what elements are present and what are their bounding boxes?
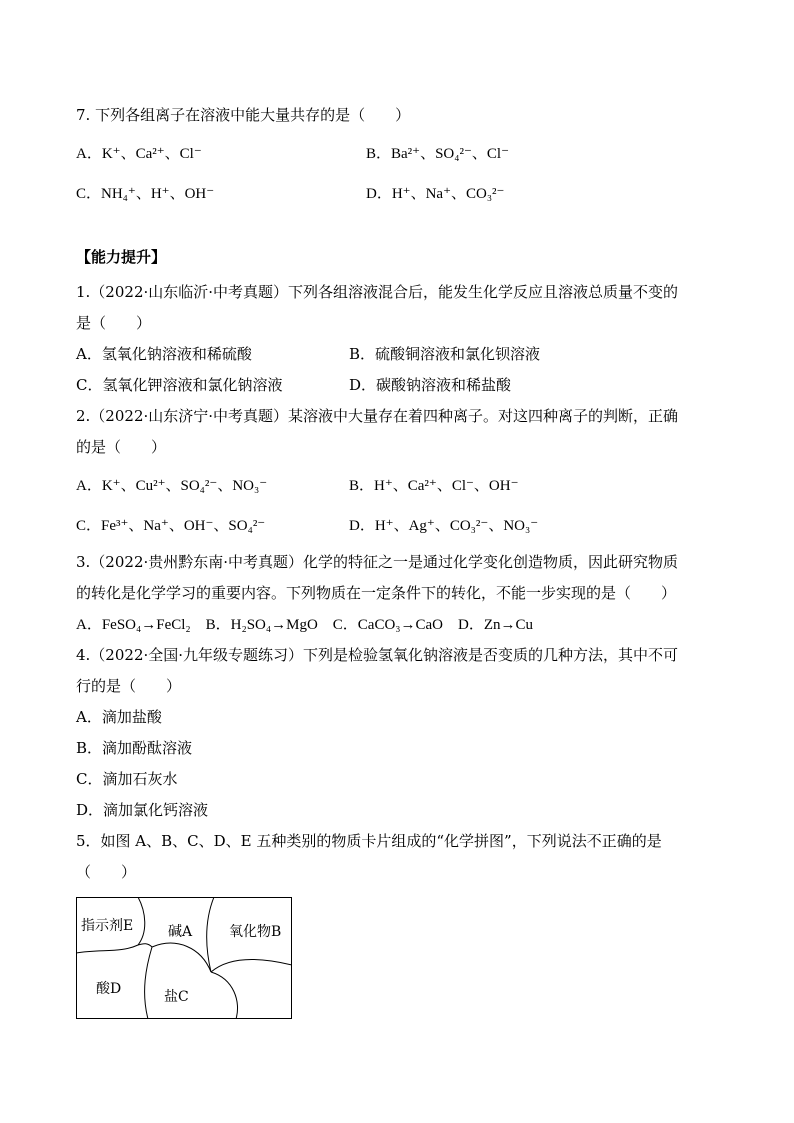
q5-stem-line1: 5．如图 A、B、C、D、E 五种类别的物质卡片组成的“化学拼图”，下列说法不正确的是 bbox=[76, 832, 662, 850]
q2-stem-line2: 的是（ ） bbox=[76, 438, 167, 456]
puzzle-card-c: 盐C bbox=[164, 989, 189, 1005]
chemistry-puzzle-figure bbox=[76, 897, 292, 1019]
q2-option-b: B．H⁺、Ca²⁺、Cl⁻、OH⁻ bbox=[349, 478, 519, 494]
q7-option-a: A．K⁺、Ca²⁺、Cl⁻ bbox=[76, 146, 202, 162]
puzzle-card-d: 酸D bbox=[96, 981, 122, 997]
section-heading: 【能力提升】 bbox=[76, 248, 167, 266]
puzzle-card-e: 指示剂E bbox=[81, 918, 134, 934]
q3-options: A．FeSO₄→FeCl₂ B．H₂SO₄→MgO C．CaCO₃→CaO D．Zn→Cu bbox=[76, 617, 534, 633]
q2-option-a: A．K⁺、Cu²⁺、SO₄²⁻、NO₃⁻ bbox=[76, 478, 268, 494]
q7-stem: 7. 下列各组离子在溶液中能大量共存的是（ ） bbox=[76, 106, 411, 124]
q7-option-b: B．Ba²⁺、SO₄²⁻、Cl⁻ bbox=[366, 146, 509, 162]
q7-option-d: D．H⁺、Na⁺、CO₃²⁻ bbox=[366, 186, 505, 202]
q4-option-b: B．滴加酚酞溶液 bbox=[76, 739, 193, 757]
q2-option-c: C．Fe³⁺、Na⁺、OH⁻、SO₄²⁻ bbox=[76, 518, 266, 534]
q4-option-c: C．滴加石灰水 bbox=[76, 770, 178, 788]
q2-option-d: D．H⁺、Ag⁺、CO₃²⁻、NO₃⁻ bbox=[349, 518, 539, 534]
q1-option-c: C．氢氧化钾溶液和氯化钠溶液 bbox=[76, 376, 283, 394]
q5-stem-line2: （ ） bbox=[76, 863, 137, 881]
q4-stem-line1: 4.（2022·全国·九年级专题练习）下列是检验氢氧化钠溶液是否变质的几种方法，其中不可 bbox=[76, 646, 679, 664]
q3-stem-line1: 3.（2022·贵州黔东南·中考真题）化学的特征之一是通过化学变化创造物质，因此研究物质 bbox=[76, 553, 679, 571]
q7-option-c: C．NH₄⁺、H⁺、OH⁻ bbox=[76, 186, 215, 202]
q4-option-d: D．滴加氯化钙溶液 bbox=[76, 801, 209, 819]
q1-option-d: D．碳酸钠溶液和稀盐酸 bbox=[349, 376, 512, 394]
q1-option-b: B．硫酸铜溶液和氯化钡溶液 bbox=[349, 345, 541, 363]
q2-stem-line1: 2.（2022·山东济宁·中考真题）某溶液中大量存在着四种离子。对这四种离子的判断，正确 bbox=[76, 407, 679, 425]
puzzle-card-b: 氧化物B bbox=[229, 924, 282, 940]
puzzle-card-a: 碱A bbox=[168, 924, 193, 940]
q1-option-a: A．氢氧化钠溶液和稀硫酸 bbox=[76, 345, 252, 363]
q3-stem-line2: 的转化是化学学习的重要内容。下列物质在一定条件下的转化，不能一步实现的是（ ） bbox=[76, 584, 677, 602]
q1-stem-line2: 是（ ） bbox=[76, 314, 152, 332]
q4-option-a: A．滴加盐酸 bbox=[76, 708, 162, 726]
q4-stem-line2: 行的是（ ） bbox=[76, 677, 182, 695]
q1-stem-line1: 1.（2022·山东临沂·中考真题）下列各组溶液混合后，能发生化学反应且溶液总质量不变的 bbox=[76, 283, 679, 301]
